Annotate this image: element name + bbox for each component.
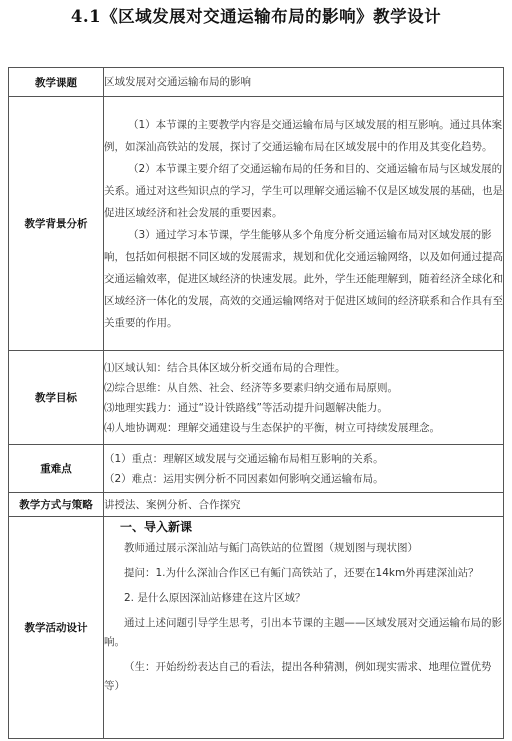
keypoint-item: （2）难点：运用实例分析不同因素如何影响交通运输布局。: [104, 472, 384, 485]
label-topic: 教学课题: [9, 68, 104, 97]
label-objectives: 教学目标: [9, 351, 104, 445]
activity-paragraph: （生：开始纷纷表达自己的看法，提出各种猜测，例如现实需求、地理位置优势等）: [104, 661, 492, 692]
lesson-plan-table: [8, 67, 504, 739]
background-paragraph: （1）本节课的主要教学内容是交通运输布局与区域发展的相互影响。通过具体案例，如深汕高铁站的发展，探讨了交通运输布局在区域发展中的作用及其变化趋势。: [104, 118, 503, 153]
objective-item: ⑵综合思维：从自然、社会、经济等多要素归纳交通布局原则。: [104, 381, 398, 394]
content-keypoints: [104, 445, 504, 493]
content-background: [104, 97, 504, 351]
row-background: [9, 97, 504, 351]
activity-paragraph: 2. 是什么原因深汕站修建在这片区域？: [124, 592, 306, 604]
content-objectives: [104, 351, 504, 445]
activity-paragraph: 通过上述问题引导学生思考，引出本节课的主题——区域发展对交通运输布局的影响。: [104, 617, 502, 648]
background-paragraph: （2）本节课主要介绍了交通运输布局的任务和目的、交通运输布局与区域发展的关系。通过对这些知识点的学习，学生可以理解交通运输不仅是区域发展的基础，也是促进区域经济和社会发展的重要因素。: [104, 162, 503, 219]
label-keypoints: 重难点: [9, 445, 104, 493]
row-objectives: [9, 351, 504, 445]
label-activity: 教学活动设计: [9, 517, 104, 739]
keypoint-item: （1）重点：理解区域发展与交通运输布局相互影响的关系。: [104, 452, 384, 465]
row-methods: [9, 493, 504, 517]
row-topic: [9, 68, 504, 97]
row-activity: [9, 517, 504, 739]
objective-item: ⑴区域认知：结合具体区域分析交通布局的合理性。: [104, 361, 346, 374]
content-methods: 讲授法、案例分析、合作探究: [104, 493, 504, 517]
background-paragraph: （3）通过学习本节课，学生能够从多个角度分析交通运输布局对区域发展的影响，包括如何根据不同区域的发展需求，规划和优化交通运输网络，以及如何通过提高交通运输效率，促进区域经济的快速发展。此外，学生还能理解到，随着经济全球化和区域经济一体化的发展，高效的交通运输网络对于促进区域间的经济联系和合作具有至关重要的作用。: [104, 228, 503, 329]
content-activity: [104, 517, 504, 739]
objective-item: ⑶地理实践力：通过“设计铁路线”等活动提升问题解决能力。: [104, 401, 388, 414]
page-title: 4.1《区域发展对交通运输布局的影响》教学设计: [70, 7, 442, 26]
objective-item: ⑷人地协调观：理解交通建设与生态保护的平衡，树立可持续发展理念。: [104, 421, 440, 434]
activity-paragraph: 提问：1.为什么深汕合作区已有鲘门高铁站了，还要在14km外再建深汕站？: [124, 567, 479, 579]
label-methods: 教学方式与策略: [9, 493, 104, 517]
row-keypoints: [9, 445, 504, 493]
activity-paragraph: 教师通过展示深汕站与鲘门高铁站的位置图（规划图与现状图）: [124, 542, 418, 554]
label-background: 教学背景分析: [9, 97, 104, 351]
content-topic: 区域发展对交通运输布局的影响: [104, 68, 504, 97]
section-heading: 一、导入新课: [120, 520, 193, 534]
